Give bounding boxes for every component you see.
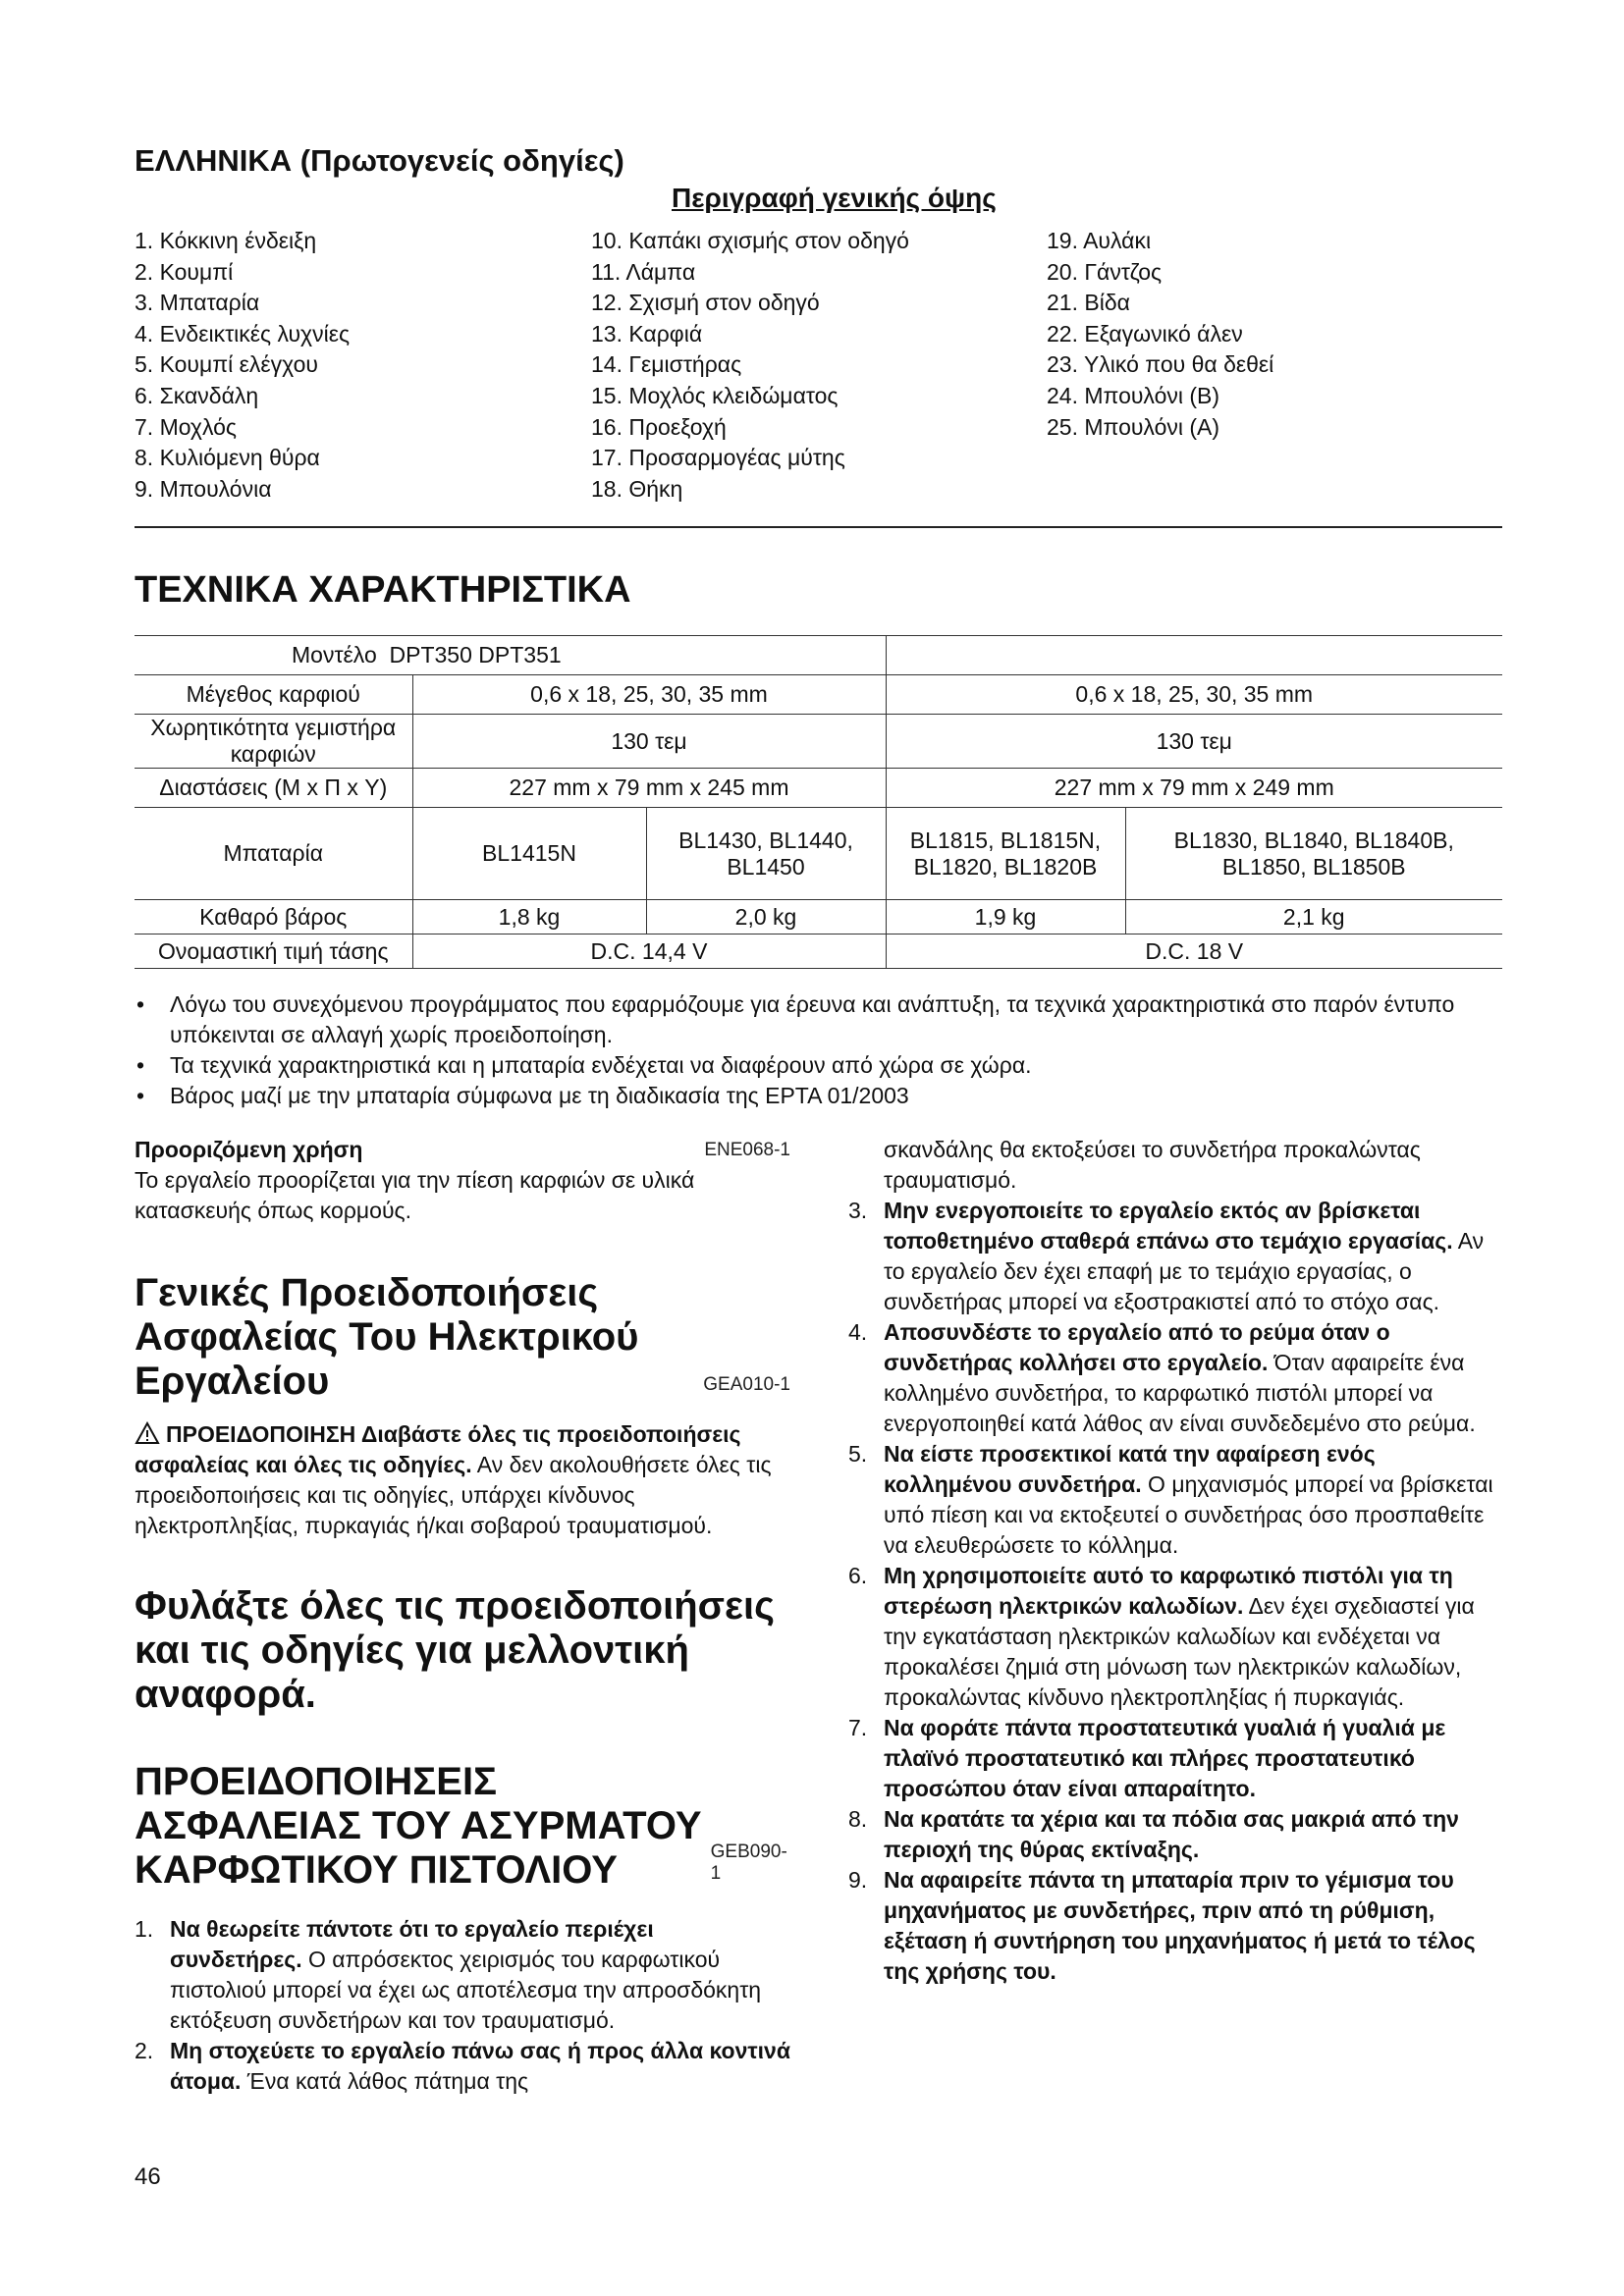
item-number: 8. [848, 1806, 868, 1832]
item-bold: Να κρατάτε τα χέρια και τα πόδια σας μακριά από την περιοχή της θύρας εκτίναξης. [884, 1806, 1459, 1862]
item-bold: Να αφαιρείτε πάντα τη μπαταρία πριν το γέμισμα του μηχανήματος με συνδετήρες, πριν από τη ρύθμιση, εξέταση ή συντήρηση του μηχανήματος ή μετά το τέλος της χρήσης του. [884, 1867, 1476, 1984]
warning-text: Αν δεν ακολουθήσετε όλες τις προειδοποιήσεις και τις οδηγίες, υπάρχει κίνδυνος ηλεκτροπληξίας, πυρκαγιάς ή/και σοβαρού τραυματισμού. [135, 1452, 772, 1538]
part-item: 11. Λάμπα [591, 258, 696, 285]
specs-table [135, 635, 1502, 969]
row-label: Ονομαστική τιμή τάσης [135, 934, 412, 969]
list-item [135, 2036, 790, 2097]
cell: 2,1 kg [1125, 900, 1502, 934]
section-code: GEA010-1 [703, 1374, 790, 1395]
row-label: Μέγεθος καρφιού [135, 675, 412, 715]
item-bold: Να φοράτε πάντα προστατευτικά γυαλιά ή γυαλιά με πλαϊνό προστατευτικό και πλήρες προστατευτικό προσώπου όταν είναι απαραίτητο. [884, 1715, 1446, 1801]
cell: 1,9 kg [886, 900, 1125, 934]
cell: 227 mm x 79 mm x 245 mm [412, 769, 886, 808]
part-item: 8. Κυλιόμενη θύρα [135, 445, 320, 471]
item-bold: Να είστε προσεκτικοί κατά την αφαίρεση ενός κολλημένου συνδετήρα. [884, 1441, 1376, 1497]
item-number: 1. [135, 1916, 154, 1942]
part-item: 4. Ενδεικτικές λυχνίες [135, 320, 351, 347]
part-item: 6. Σκανδάλη [135, 382, 259, 408]
item-number: 3. [848, 1198, 868, 1223]
nailer-safety-title: ΠΡΟΕΙΔΟΠΟΙΗΣΕΙΣ ΑΣΦΑΛΕΙΑΣ ΤΟΥ ΑΣΥΡΜΑΤΟΥ ΚΑΡΦΩΤΙΚΟΥ ΠΙΣΤΟΛΙΟΥ [135, 1760, 702, 1892]
part-item: 21. Βίδα [1047, 290, 1130, 316]
cell: 2,0 kg [646, 900, 886, 934]
part-item: 19. Αυλάκι [1047, 228, 1152, 253]
keep-instructions-heading: Φυλάξτε όλες τις προειδοποιήσεις και τις οδηγίες για μελλοντική αναφορά. [135, 1584, 775, 1716]
list-item [848, 1439, 1508, 1561]
item-text: Αν το εργαλείο δεν έχει επαφή με το τεμάχιο εργασίας, ο συνδετήρας μπορεί να εξοστρακιστεί από το στόχο σας. [884, 1228, 1485, 1314]
part-item: 18. Θήκη [591, 475, 683, 502]
row-label: Διαστάσεις (Μ x Π x Υ) [135, 769, 412, 808]
part-item: 17. Προσαρμογέας μύτης [591, 445, 845, 471]
list-item [848, 1713, 1508, 1804]
item-text: Ο μηχανισμός μπορεί να βρίσκεται υπό πίεση και να εκτοξευτεί ο συνδετήρας όσο προσπαθείτε να ελευθερώσετε το κόλλημα. [884, 1471, 1493, 1558]
part-item: 24. Μπουλόνι (Β) [1047, 382, 1220, 408]
table-row [135, 715, 1502, 769]
overview-title: Περιγραφή γενικής όψης [672, 183, 997, 213]
model-label: Μοντέλο [292, 642, 377, 667]
item-number: 6. [848, 1563, 868, 1588]
right-column [848, 1135, 1508, 1987]
model-cell [135, 636, 886, 675]
spec-notes [135, 989, 1509, 1111]
section-code: GEB090-1 [710, 1842, 787, 1884]
cell: BL1815, BL1815N, BL1820, BL1820B [886, 808, 1125, 900]
table-row [135, 675, 1502, 715]
item-number: 7. [848, 1715, 868, 1740]
table-row [135, 636, 1502, 675]
intended-use-title: Προοριζόμενη χρήση [135, 1137, 363, 1162]
part-item: 7. Μοχλός [135, 413, 238, 440]
part-item: 16. Προεξοχή [591, 413, 727, 440]
warning-icon [135, 1421, 160, 1445]
model-b: DPT351 [478, 642, 562, 667]
left-column [135, 1135, 790, 2097]
section-code: ENE068-1 [704, 1140, 790, 1160]
cell: BL1415N [412, 808, 646, 900]
row-label: Καθαρό βάρος [135, 900, 412, 934]
item-text: Δεν έχει σχεδιαστεί για την εγκατάσταση ηλεκτρικών καλωδίων και ενδέχεται να προκαλέσει ζημιά στη μόνωση των ηλεκτρικών καλωδίων, προκαλώντας κίνδυνο ηλεκτροπληξίας ή πυρκαγιάς. [884, 1593, 1475, 1710]
cell: BL1430, BL1440, BL1450 [646, 808, 886, 900]
part-item: 5. Κουμπί ελέγχου [135, 351, 318, 378]
part-item: 25. Μπουλόνι (Α) [1047, 413, 1220, 440]
item-bold: Μη στοχεύετε το εργαλείο πάνω σας ή προς άλλα κοντινά άτομα. [170, 2038, 790, 2094]
row-label: Χωρητικότητα γεμιστήρα καρφιών [135, 715, 412, 769]
part-item: 10. Καπάκι σχισμής στον οδηγό [591, 228, 909, 253]
item-number: 4. [848, 1319, 868, 1345]
item-bold: Μην ενεργοποιείτε το εργαλείο εκτός αν βρίσκεται τοποθετημένο σταθερά επάνω στο τεμάχιο εργασίας. [884, 1198, 1453, 1254]
section-divider [135, 526, 1502, 528]
row-label: Μπαταρία [135, 808, 412, 900]
part-item: 12. Σχισμή στον οδηγό [591, 290, 820, 316]
part-item: 20. Γάντζος [1047, 258, 1163, 285]
intended-use-text: Το εργαλείο προορίζεται για την πίεση καρφιών σε υλικά κατασκευής όπως κορμούς. [135, 1167, 695, 1223]
general-safety-title: Γενικές Προειδοποιήσεις Ασφαλείας Του Ηλεκτρικού Εργαλείου [135, 1271, 639, 1403]
item-bold: Αποσυνδέστε το εργαλείο από το ρεύμα όταν ο συνδετήρας κολλήσει στο εργαλείο. [884, 1319, 1390, 1375]
continuation-text: σκανδάλης θα εκτοξεύσει το συνδετήρα προκαλώντας τραυματισμό. [884, 1137, 1421, 1193]
item-text: Όταν αφαιρείτε ένα κολλημένο συνδετήρα, το καρφωτικό πιστόλι μπορεί να ενεργοποιηθεί κατά λάθος αν είναι συνδεδεμένο στο ρεύμα. [884, 1350, 1476, 1436]
list-item [848, 1317, 1508, 1439]
model-a: DPT350 [389, 642, 472, 667]
item-bold: Να θεωρείτε πάντοτε ότι το εργαλείο περιέχει συνδετήρες. [170, 1916, 654, 1972]
list-item [135, 1914, 790, 2036]
parts-list-col3 [1047, 226, 1273, 443]
table-row [135, 900, 1502, 934]
cell: 0,6 x 18, 25, 30, 35 mm [886, 675, 1502, 715]
cell: D.C. 18 V [886, 934, 1502, 969]
list-item [848, 1804, 1508, 1865]
specs-heading: ΤΕΧΝΙΚΑ ΧΑΡΑΚΤΗΡΙΣΤΙΚΑ [135, 569, 631, 611]
nailer-safety-list [135, 1914, 790, 2097]
item-text: Ο απρόσεκτος χειρισμός του καρφωτικού πιστολιού μπορεί να έχει ως αποτέλεσμα την απροσδόκητη εκτόξευση συνδετήρων και τον τραυματισμό. [170, 1947, 762, 2033]
cell: 130 τεμ [412, 715, 886, 769]
item-number: 5. [848, 1441, 868, 1467]
list-item [848, 1561, 1508, 1713]
cell: D.C. 14,4 V [412, 934, 886, 969]
part-item: 15. Μοχλός κλειδώματος [591, 382, 839, 408]
language-heading: ΕΛΛΗΝΙΚΑ (Πρωτογενείς οδηγίες) [135, 143, 624, 178]
list-item: • Βάρος μαζί με την μπαταρία σύμφωνα με τη διαδικασία της EPTA 01/2003 [135, 1081, 1509, 1111]
cell: 227 mm x 79 mm x 249 mm [886, 769, 1502, 808]
page-number: 46 [135, 2163, 161, 2190]
part-item: 13. Καρφιά [591, 320, 703, 347]
table-row [135, 934, 1502, 969]
model-cell-empty [886, 636, 1502, 675]
cell: BL1830, BL1840, BL1840B, BL1850, BL1850B [1125, 808, 1502, 900]
list-item [848, 1865, 1508, 1987]
general-warning [135, 1419, 790, 1541]
item-bold: Μη χρησιμοποιείτε αυτό το καρφωτικό πιστόλι για τη στερέωση ηλεκτρικών καλωδίων. [884, 1563, 1453, 1619]
part-item: 14. Γεμιστήρας [591, 351, 742, 378]
nailer-safety-list-continued [848, 1196, 1508, 1987]
part-item: 1. Κόκκινη ένδειξη [135, 228, 317, 253]
parts-list-col2 [591, 226, 909, 505]
general-safety-header [135, 1271, 790, 1404]
cell: 130 τεμ [886, 715, 1502, 769]
item-number: 9. [848, 1867, 868, 1893]
part-item: 23. Υλικό που θα δεθεί [1047, 351, 1274, 378]
warning-bold: ΠΡΟΕΙΔΟΠΟΙΗΣΗ Διαβάστε όλες τις προειδοποιήσεις ασφαλείας και όλες τις οδηγίες. [135, 1421, 741, 1477]
parts-list-col1 [135, 226, 350, 505]
item-text: Ένα κατά λάθος πάτημα της [241, 2068, 529, 2094]
item-number: 2. [135, 2038, 154, 2063]
part-item: 22. Εξαγωνικό άλεν [1047, 320, 1243, 347]
intended-use-header [135, 1135, 790, 1165]
table-row [135, 808, 1502, 900]
table-row [135, 769, 1502, 808]
part-item: 9. Μπουλόνια [135, 475, 272, 502]
list-item: • Λόγω του συνεχόμενου προγράμματος που εφαρμόζουμε για έρευνα και ανάπτυξη, τα τεχνικά χαρακτηριστικά στο παρόν έντυπο υπόκεινται σε αλλαγή χωρίς προειδοποίηση. [135, 989, 1509, 1050]
part-item: 3. Μπαταρία [135, 290, 260, 316]
list-item [848, 1196, 1508, 1317]
cell: 0,6 x 18, 25, 30, 35 mm [412, 675, 886, 715]
part-item: 2. Κουμπί [135, 258, 234, 285]
cell: 1,8 kg [412, 900, 646, 934]
nailer-safety-header [135, 1760, 790, 1893]
list-item: • Τα τεχνικά χαρακτηριστικά και η μπαταρία ενδέχεται να διαφέρουν από χώρα σε χώρα. [135, 1050, 1509, 1081]
